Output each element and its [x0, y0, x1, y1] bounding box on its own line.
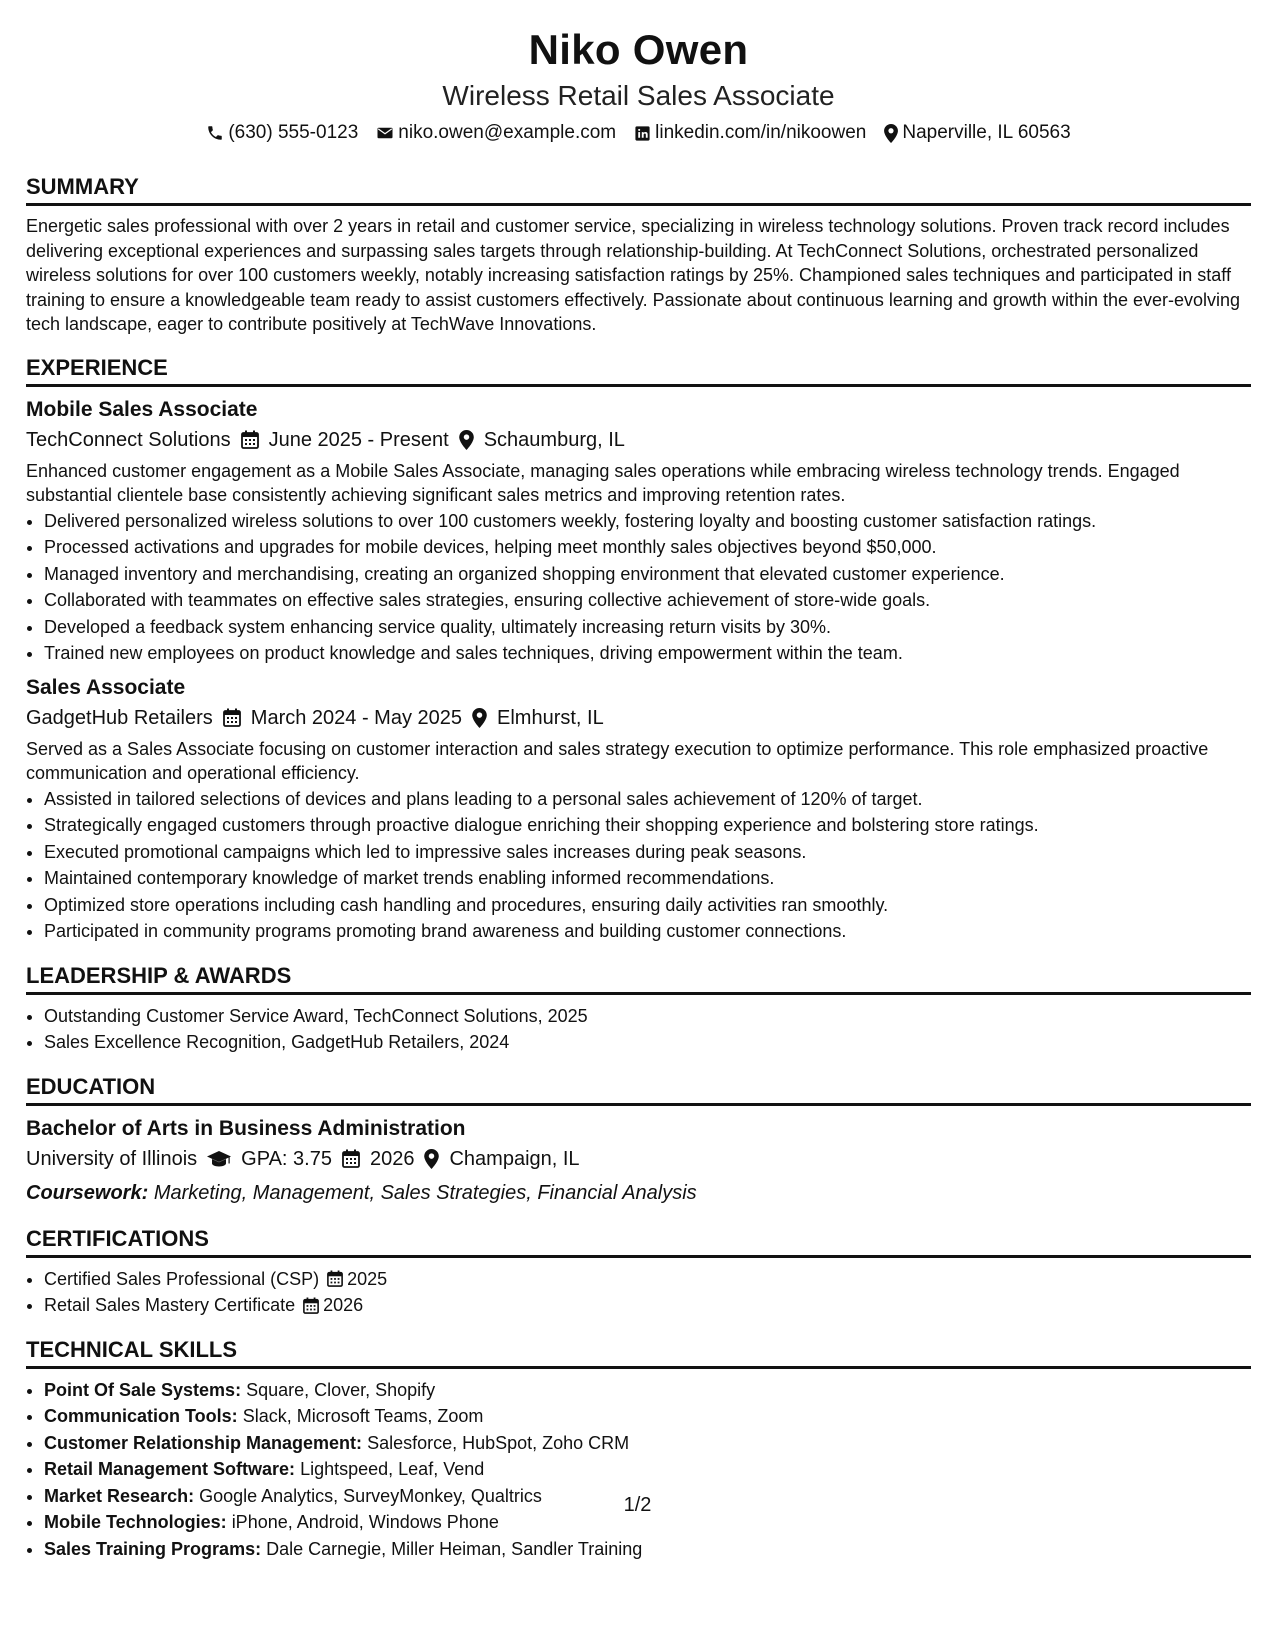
certifications-section	[26, 1224, 1251, 1319]
list-item: • Managed inventory and merchandising, creating an organized shopping environment that elevated customer experience.	[44, 561, 1251, 588]
certification-name: • Retail Sales Mastery Certificate	[44, 1295, 296, 1315]
list-item: • Sales Excellence Recognition, GadgetHub Retailers, 2024	[44, 1029, 1251, 1056]
list-item: • Executed promotional campaigns which led to impressive sales increases during peak seasons.	[44, 839, 1251, 866]
list-item	[44, 1266, 1251, 1293]
phone-icon	[206, 124, 224, 142]
email-text[interactable]: niko.owen@example.com	[398, 122, 617, 143]
job-entry	[26, 395, 1251, 667]
list-item: • Maintained contemporary knowledge of market trends enabling informed recommendations.	[44, 865, 1251, 892]
job-title: Mobile Sales Associate	[26, 397, 258, 421]
summary-section	[26, 172, 1251, 337]
skill-value: Salesforce, HubSpot, Zoho CRM	[367, 1432, 630, 1453]
list-item: • Optimized store operations including cash handling and procedures, ensuring daily activities ran smoothly.	[44, 892, 1251, 919]
candidate-name: Niko Owen	[528, 26, 749, 73]
skill-label: Mobile Technologies:	[44, 1512, 227, 1532]
map-pin-icon	[424, 1149, 439, 1169]
coursework-text: Marketing, Management, Sales Strategies, Financial Analysis	[153, 1181, 697, 1204]
experience-section	[26, 353, 1251, 945]
list-item: • Strategically engaged customers through proactive dialogue enriching their shopping experience and bolstering store ratings.	[44, 812, 1251, 839]
skill-value: Square, Clover, Shopify	[246, 1379, 436, 1400]
map-pin-icon	[884, 124, 898, 143]
certification-year: 2025	[347, 1268, 388, 1289]
job-dates: June 2025 - Present	[268, 428, 449, 451]
graduation-cap-icon	[207, 1150, 231, 1168]
skills-list	[26, 1377, 1251, 1563]
skill-value: iPhone, Android, Windows Phone	[231, 1512, 499, 1532]
section-heading: EDUCATION	[26, 1072, 1251, 1106]
job-dates: March 2024 - May 2025	[250, 706, 463, 729]
section-heading: EXPERIENCE	[26, 353, 1251, 387]
job-description: Served as a Sales Associate focusing on customer interaction and sales strategy execution to optimize performance. This role emphasized proactive communication and operational efficiency.	[26, 738, 1209, 783]
linkedin-text[interactable]: linkedin.com/in/nikoowen	[655, 122, 867, 143]
contact-location	[884, 120, 1070, 146]
job-location: Schaumburg, IL	[483, 428, 625, 451]
skills-section	[26, 1335, 1251, 1563]
list-item: • Outstanding Customer Service Award, TechConnect Solutions, 2025	[44, 1003, 1251, 1030]
job-entry	[26, 673, 1251, 945]
job-location: Elmhurst, IL	[497, 706, 604, 729]
leadership-section	[26, 961, 1251, 1056]
list-item	[44, 1536, 1251, 1563]
job-meta	[26, 703, 1251, 733]
page-number: 1/2	[623, 1494, 652, 1516]
section-heading: TECHNICAL SKILLS	[26, 1335, 1251, 1369]
contact-bar	[26, 120, 1251, 146]
company-name: TechConnect Solutions	[26, 428, 231, 451]
list-item	[44, 1292, 1251, 1319]
list-item: • Assisted in tailored selections of devices and plans leading to a personal sales achievement of 120% of target.	[44, 786, 1251, 813]
list-item	[44, 1456, 1251, 1483]
envelope-icon	[376, 124, 394, 142]
resume-page	[26, 22, 1251, 1562]
gpa-text: GPA: 3.75	[241, 1147, 332, 1170]
map-pin-icon	[459, 430, 474, 450]
skill-label: Sales Training Programs:	[44, 1538, 262, 1559]
section-heading: SUMMARY	[26, 172, 1251, 206]
job-title: Sales Associate	[26, 675, 186, 699]
phone-text: (630) 555-0123	[228, 122, 359, 143]
skill-label: Communication Tools:	[44, 1406, 238, 1426]
degree-title: Bachelor of Arts in Business Administration	[26, 1116, 466, 1140]
list-item: • Delivered personalized wireless solutions to over 100 customers weekly, fostering loyalty and boosting customer satisfaction ratings.	[44, 508, 1251, 535]
job-bullets	[26, 786, 1251, 945]
skill-value: Lightspeed, Leaf, Vend	[300, 1459, 485, 1479]
calendar-icon	[327, 1270, 343, 1287]
contact-phone	[206, 120, 358, 146]
list-item	[44, 1377, 1251, 1404]
section-heading: CERTIFICATIONS	[26, 1224, 1251, 1258]
school-location: Champaign, IL	[449, 1147, 580, 1170]
list-item: • Participated in community programs promoting brand awareness and building customer connections.	[44, 918, 1251, 945]
skill-label: Customer Relationship Management:	[44, 1432, 363, 1453]
job-bullets	[26, 508, 1251, 667]
summary-text: Energetic sales professional with over 2 years in retail and customer service, specializing in wireless technology solutions. Proven track record includes delivering exceptional experiences and surpassing sales targets through relationship-building. At TechConnect Solutions, orchestrated personalized wireless solutions for over 100 customers weekly, notably increasing satisfaction ratings by 25%. Championed sales techniques and participated in staff training to ensure a knowledgeable team ready to assist customers effectively. Passionate about continuous learning and growth within the ever-evolving tech landscape, eager to contribute positively at TechWave Innovations.	[26, 216, 1241, 334]
calendar-icon	[342, 1149, 360, 1168]
job-description: Enhanced customer engagement as a Mobile Sales Associate, managing sales operations while embracing wireless technology trends. Engaged substantial clientele base consistently achieving significant sales metrics and improving retention rates.	[26, 460, 1180, 505]
certification-name: • Certified Sales Professional (CSP)	[44, 1268, 320, 1289]
calendar-icon	[223, 708, 241, 727]
contact-linkedin[interactable]	[634, 120, 866, 146]
education-section	[26, 1072, 1251, 1208]
contact-email[interactable]	[376, 120, 616, 146]
graduation-year: 2026	[369, 1147, 415, 1170]
coursework-line	[26, 1178, 1251, 1208]
list-item	[44, 1430, 1251, 1457]
company-name: GadgetHub Retailers	[26, 706, 213, 729]
education-meta	[26, 1144, 1251, 1174]
skill-label: Retail Management Software:	[44, 1459, 296, 1479]
job-meta	[26, 425, 1251, 455]
coursework-label: Coursework:	[26, 1181, 149, 1204]
candidate-title: Wireless Retail Sales Associate	[442, 80, 835, 111]
list-item	[44, 1403, 1251, 1430]
list-item: • Collaborated with teammates on effective sales strategies, ensuring collective achievement of store-wide goals.	[44, 587, 1251, 614]
list-item: • Developed a feedback system enhancing service quality, ultimately increasing return visits by 30%.	[44, 614, 1251, 641]
calendar-icon	[241, 430, 259, 449]
list-item: • Trained new employees on product knowledge and sales techniques, driving empowerment within the team.	[44, 640, 1251, 667]
certifications-list	[26, 1266, 1251, 1319]
resume-header	[26, 22, 1251, 146]
calendar-icon	[303, 1297, 319, 1314]
school-name: University of Illinois	[26, 1147, 198, 1170]
certification-year: 2026	[323, 1295, 364, 1315]
skill-label: Market Research:	[44, 1485, 195, 1506]
skill-value: Slack, Microsoft Teams, Zoom	[242, 1406, 484, 1426]
skill-value: Google Analytics, SurveyMonkey, Qualtrics	[199, 1485, 542, 1506]
map-pin-icon	[472, 708, 487, 728]
linkedin-icon	[634, 125, 651, 142]
skill-value: Dale Carnegie, Miller Heiman, Sandler Training	[266, 1538, 643, 1559]
skill-label: Point Of Sale Systems:	[44, 1379, 242, 1400]
awards-list	[26, 1003, 1251, 1056]
list-item: • Processed activations and upgrades for mobile devices, helping meet monthly sales objectives beyond $50,000.	[44, 534, 1251, 561]
location-text: Naperville, IL 60563	[902, 122, 1071, 143]
section-heading: LEADERSHIP & AWARDS	[26, 961, 1251, 995]
